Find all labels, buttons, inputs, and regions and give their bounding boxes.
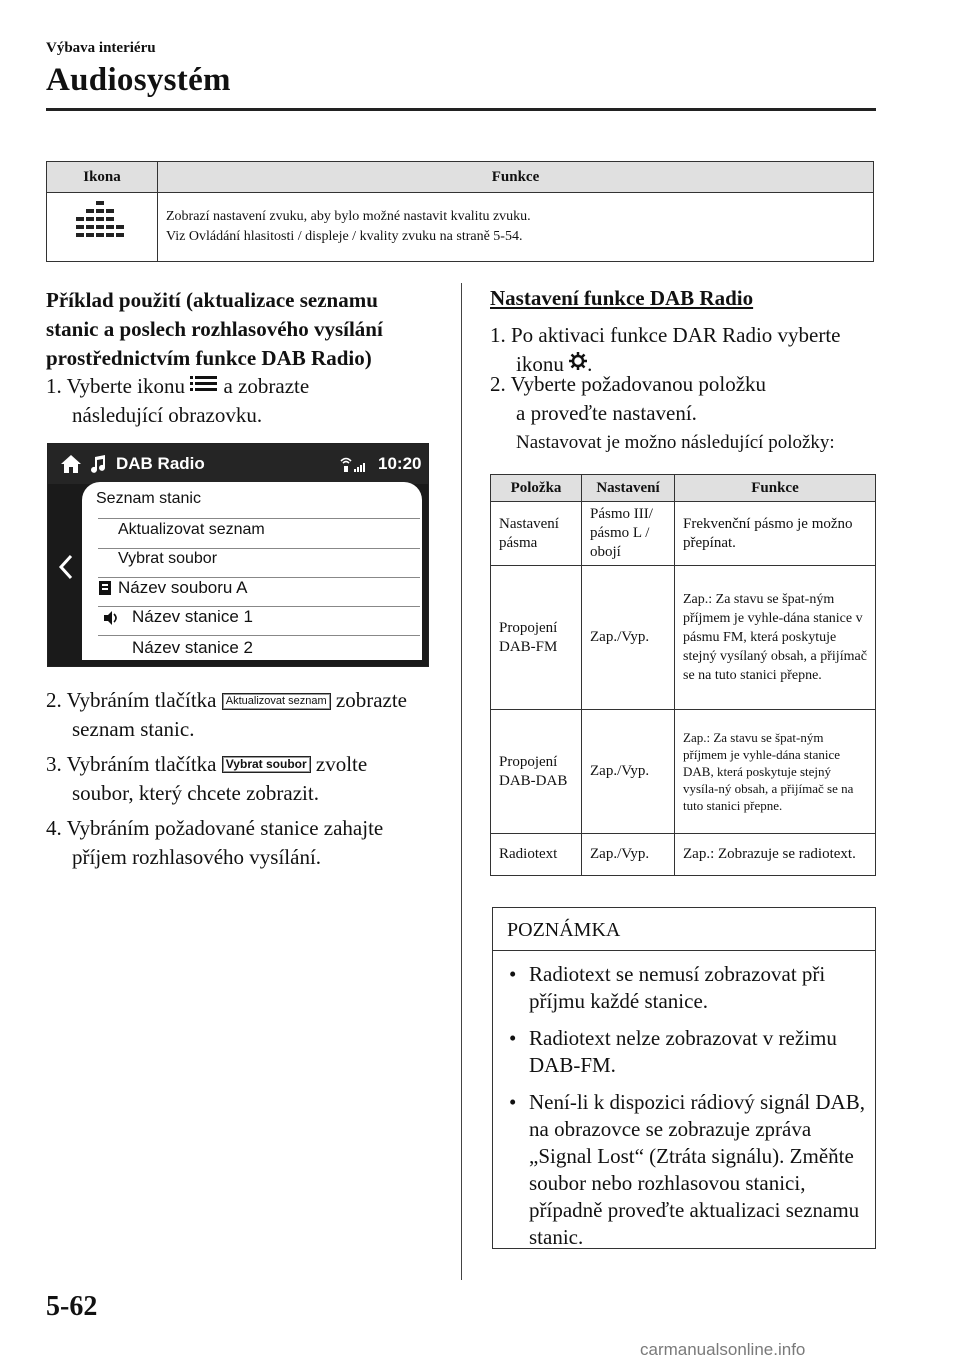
select-file-key: Vybrat soubor: [222, 756, 311, 773]
table-row: [491, 834, 876, 876]
col-function-header: Funkce: [158, 162, 874, 193]
device-header: [48, 444, 428, 484]
cell-function: Zap.: Zobrazuje se radiotext.: [675, 834, 876, 876]
icon-cell: [47, 193, 158, 262]
step-text: 2. Vybráním tlačítka: [46, 688, 217, 712]
desc-line-2: Viz Ovládání hlasitosti / displeje / kvality zvuku na straně 5-54.: [166, 229, 523, 244]
list-item-select-file[interactable]: Vybrat soubor: [118, 550, 218, 567]
equalizer-icon: [72, 199, 132, 249]
step-text: zvolte: [315, 752, 368, 776]
back-chevron-icon[interactable]: [58, 554, 74, 580]
step-3: [46, 750, 456, 808]
col-icon-header: Ikona: [47, 162, 158, 193]
cell-item: Propojení DAB-DAB: [491, 710, 582, 834]
table-row: [491, 502, 876, 566]
settings-heading: Nastavení funkce DAB Radio: [490, 286, 754, 310]
step-text: seznam stanic.: [72, 717, 195, 741]
col-function-header: Funkce: [675, 475, 876, 502]
cell-setting: Zap./Vyp.: [582, 834, 675, 876]
step-text: 4. Vybráním požadované stanice zahajte: [46, 816, 384, 840]
step-text: 2. Vyberte požadovanou položku: [490, 372, 767, 396]
heading-line: prostřednictvím funkce DAB Radio): [46, 346, 372, 370]
example-heading: [46, 286, 383, 373]
step-text: příjem rozhlasového vysílání.: [72, 845, 322, 869]
step-text: zobrazte: [335, 688, 408, 712]
list-title: Seznam stanic: [96, 490, 201, 507]
list-item-station-2[interactable]: Název stanice 2: [132, 638, 253, 657]
file-icon: [98, 580, 112, 596]
step-text: ikonu: [516, 352, 564, 376]
list-divider: [98, 635, 420, 636]
page-number: 5-62: [46, 1291, 98, 1322]
list-item-file-a[interactable]: Název souboru A: [118, 578, 248, 597]
right-step-2: [490, 370, 890, 457]
station-list: [82, 482, 422, 660]
heading-line: stanic a poslech rozhlasového vysílání: [46, 317, 383, 341]
note-box: [492, 907, 876, 1249]
note-item: • Radiotext se nemusí zobrazovat při příjmu každé stanice.: [493, 961, 875, 1015]
section-label: Výbava interiéru: [46, 40, 156, 56]
note-item: • Není-li k dispozici rádiový signál DAB, na obrazovce se zobrazuje zpráva „Signal Lost“ (Ztráta signálu). Změňte soubor nebo rozhlasovou stanici, případně proveďte aktualizaci seznamu stanic.: [493, 1089, 875, 1251]
settings-table: [490, 474, 876, 876]
icon-table: [46, 161, 874, 262]
speaker-icon: [102, 609, 120, 627]
heading-line: Příklad použití (aktualizace seznamu: [46, 288, 378, 312]
watermark: carmanualsonline.info: [640, 1340, 806, 1359]
cell-item: Propojení DAB-FM: [491, 566, 582, 710]
step-text: 1. Po aktivaci funkce DAR Radio vyberte: [490, 323, 841, 347]
col-setting-header: Nastavení: [582, 475, 675, 502]
step-2: [46, 686, 456, 744]
cell-setting: Pásmo III/ pásmo L / obojí: [582, 502, 675, 566]
icon-description: [158, 193, 874, 262]
clock: 10:20: [378, 454, 422, 473]
list-divider: [98, 518, 420, 519]
update-list-key: Aktualizovat seznam: [222, 693, 331, 710]
cell-item: Nastavení pásma: [491, 502, 582, 566]
note-title: POZNÁMKA: [493, 908, 875, 951]
step-text: a zobrazte: [223, 374, 310, 398]
home-icon[interactable]: [60, 453, 82, 475]
app-title: DAB Radio: [116, 454, 205, 473]
cell-setting: Zap./Vyp.: [582, 566, 675, 710]
col-item-header: Položka: [491, 475, 582, 502]
title-rule: [46, 108, 876, 111]
step-text: 3. Vybráním tlačítka: [46, 752, 217, 776]
table-row: [491, 710, 876, 834]
step-text: soubor, který chcete zobrazit.: [72, 781, 319, 805]
list-divider: [98, 548, 420, 549]
cell-setting: Zap./Vyp.: [582, 710, 675, 834]
cell-item: Radiotext: [491, 834, 582, 876]
step-text: a proveďte nastavení.: [516, 401, 697, 425]
page-title: Audiosystém: [46, 62, 231, 98]
list-icon: [190, 374, 218, 394]
step-text: 1. Vyberte ikonu: [46, 374, 186, 398]
list-item-update[interactable]: Aktualizovat seznam: [118, 521, 265, 538]
signal-icon: [338, 454, 368, 474]
desc-line-1: Zobrazí nastavení zvuku, aby bylo možné nastavit kvalitu zvuku.: [166, 209, 531, 224]
cell-function: Zap.: Za stavu se špat-ným příjmem je vyhle-dána stanice DAB, která poskytuje stejný vysíla-ný obsah, a přijímač se na tuto stanici přepne.: [675, 710, 876, 834]
column-divider: [461, 283, 462, 1280]
note-item: • Radiotext nelze zobrazovat v režimu DAB-FM.: [493, 1025, 875, 1079]
step-text: Nastavovat je možno následující položky:: [516, 432, 835, 453]
step-4: [46, 814, 456, 872]
step-text: následující obrazovku.: [72, 403, 263, 427]
device-screen: [47, 443, 429, 667]
list-item-station-1[interactable]: Název stanice 1: [132, 607, 253, 626]
cell-function: Frekvenční pásmo je možno přepínat.: [675, 502, 876, 566]
note-list: [493, 951, 875, 1251]
cell-function: Zap.: Za stavu se špat-ným příjmem je vyhle-dána stanice v pásmu FM, která poskytuje stejný vysílaný obsah, a přijímač se na tuto stanici přepne.: [675, 566, 876, 710]
table-row: [491, 566, 876, 710]
music-note-icon: [90, 454, 106, 474]
gear-icon: [569, 352, 587, 370]
step-text: .: [587, 352, 593, 376]
step-1: [46, 372, 446, 430]
